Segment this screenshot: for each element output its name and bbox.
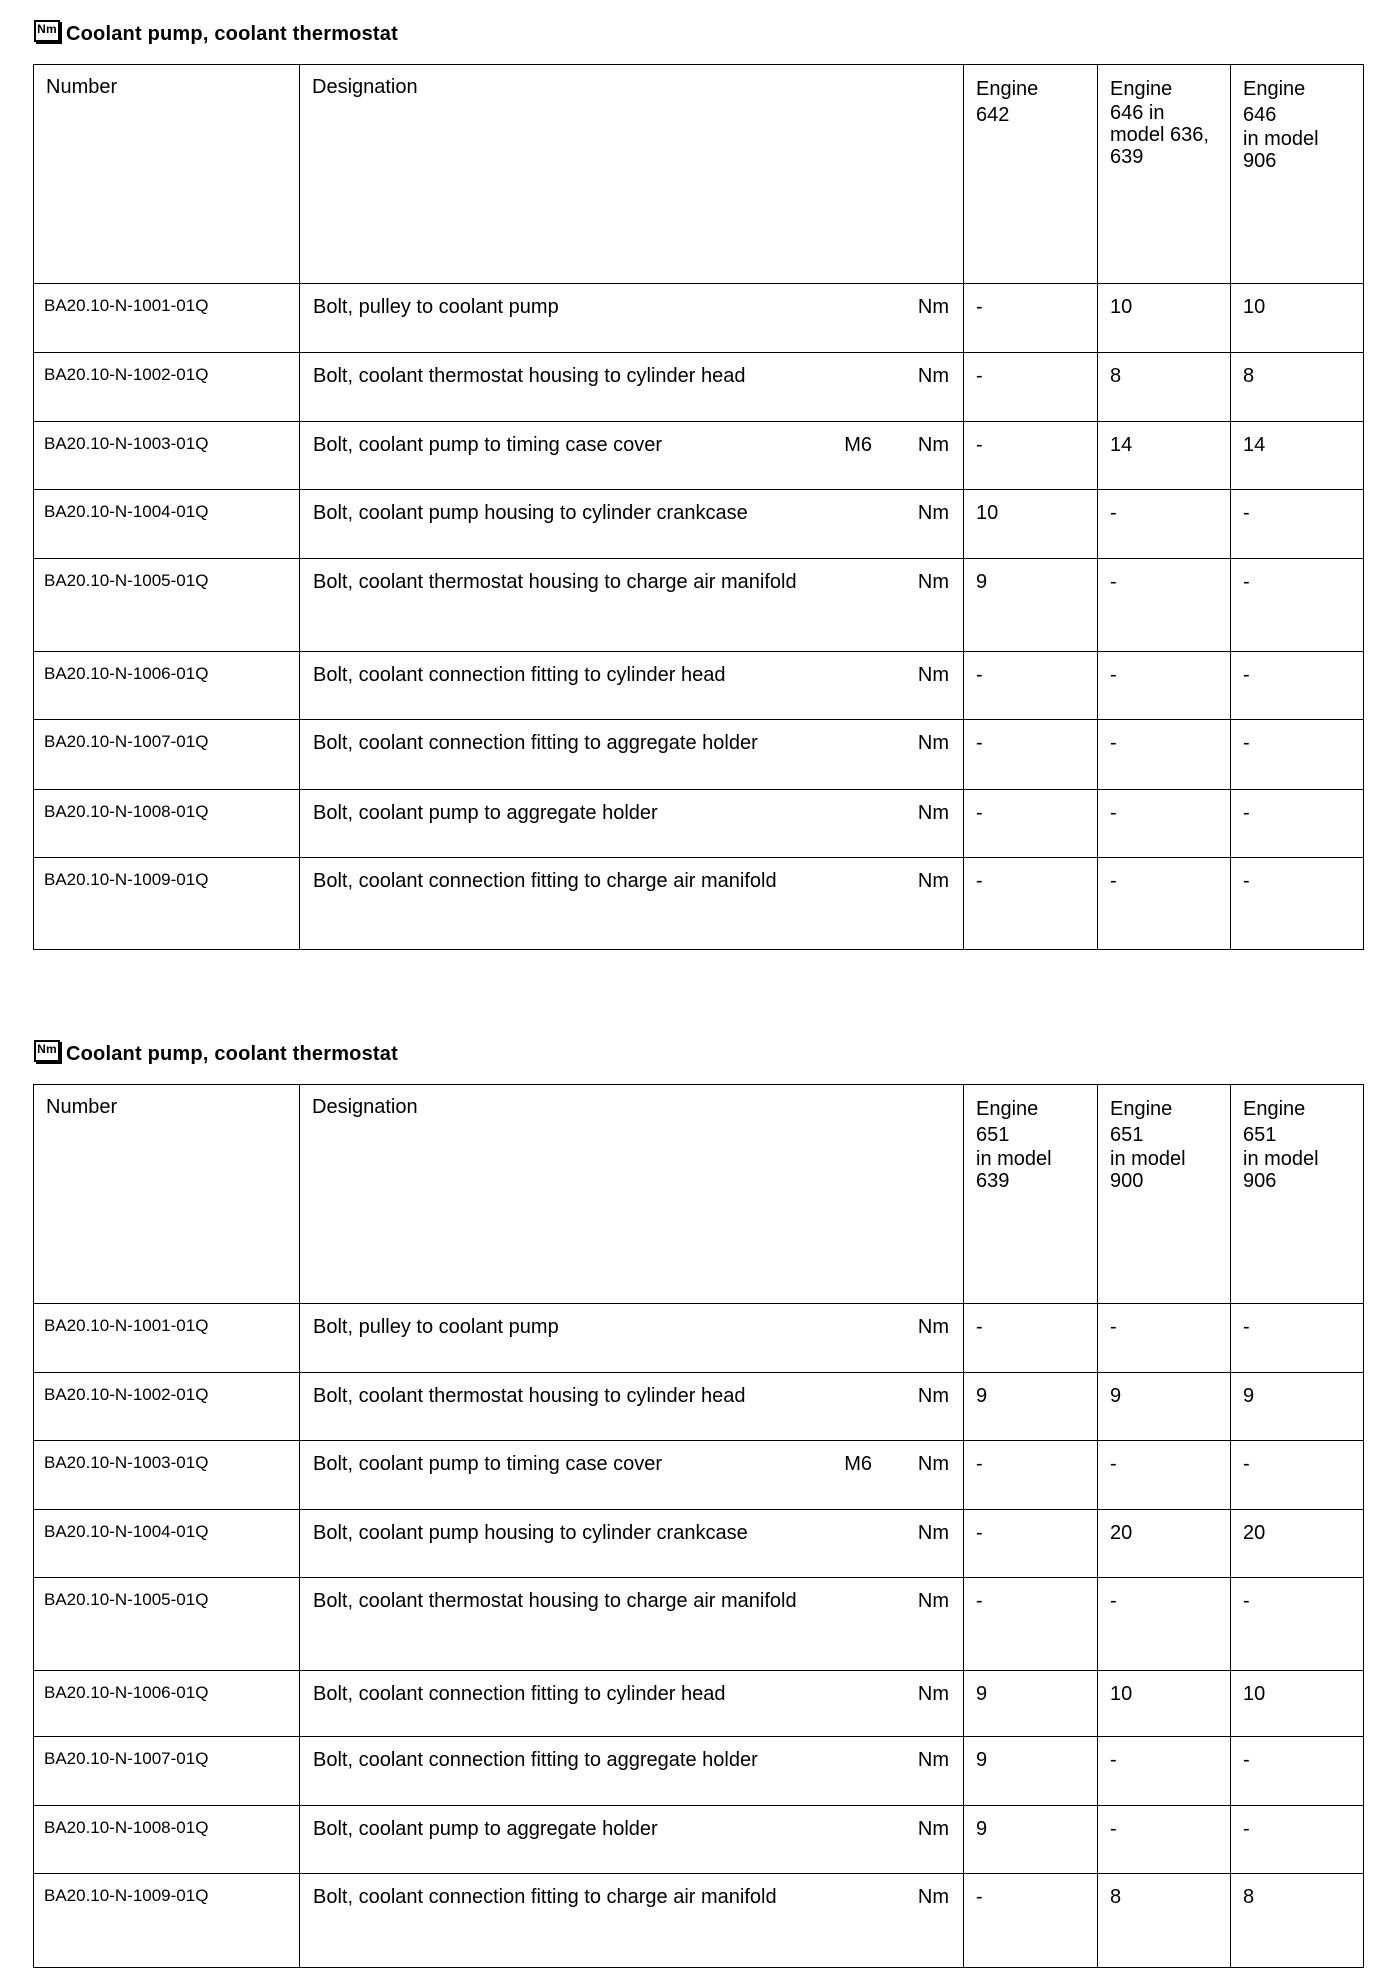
torque-unit: Nm [917, 1683, 949, 1705]
part-number: BA20.10-N-1003-01Q [44, 1453, 209, 1472]
cell-torque-value [1098, 1806, 1231, 1874]
header-engine [964, 65, 1098, 284]
cell-number [34, 858, 300, 950]
torque-value: 10 [1243, 296, 1266, 318]
part-number: BA20.10-N-1007-01Q [44, 1749, 209, 1768]
cell-number [34, 720, 300, 790]
torque-value: - [976, 732, 983, 754]
torque-value: 9 [976, 1385, 988, 1407]
engine-header-line: 646 in model 636, 639 [1110, 102, 1209, 168]
engine-header-label [1098, 1085, 1230, 1192]
header-number-label: Number [46, 76, 118, 98]
torque-value: - [1243, 1590, 1250, 1612]
torque-value: - [976, 1590, 983, 1612]
torque-table [33, 64, 1364, 950]
torque-unit: Nm [917, 502, 949, 524]
section-title [34, 20, 398, 48]
designation-text: Bolt, coolant connection fitting to aggregate holder [313, 1749, 758, 1771]
cell-torque-value [1098, 790, 1231, 858]
designation-text: Bolt, coolant connection fitting to cylinder head [313, 664, 726, 686]
engine-header-line: 646 [1243, 104, 1277, 126]
cell-torque-value [1231, 1874, 1364, 1968]
engine-header-line: Engine [1243, 1098, 1306, 1120]
cell-torque-value [964, 1510, 1098, 1578]
cell-torque-value [1231, 858, 1364, 950]
nm-torque-icon: Nm [34, 1040, 60, 1062]
engine-header-line: in model 900 [1110, 1148, 1186, 1192]
torque-value: 10 [1110, 296, 1133, 318]
torque-value: - [1110, 1316, 1117, 1338]
header-engine [1231, 1085, 1364, 1304]
cell-number [34, 422, 300, 490]
cell-torque-value [964, 858, 1098, 950]
cell-torque-value [964, 1578, 1098, 1671]
torque-unit: Nm [917, 1453, 949, 1475]
table-row [34, 559, 1364, 652]
table-row [34, 1806, 1364, 1874]
torque-value: 9 [976, 571, 988, 593]
torque-value: - [1243, 1818, 1250, 1840]
cell-torque-value [964, 720, 1098, 790]
engine-header-line: 651 [1110, 1124, 1144, 1146]
table-row [34, 1737, 1364, 1806]
cell-number [34, 1373, 300, 1441]
torque-value: 8 [1243, 1886, 1255, 1908]
designation-text: Bolt, coolant pump to aggregate holder [313, 802, 658, 824]
part-number: BA20.10-N-1009-01Q [44, 870, 209, 889]
torque-value: 14 [1110, 434, 1133, 456]
torque-value: - [976, 802, 983, 824]
torque-value: - [1243, 1749, 1250, 1771]
cell-designation [300, 490, 964, 559]
engine-header-line: Engine [1243, 78, 1306, 100]
torque-value: - [1110, 571, 1117, 593]
header-designation-label: Designation [312, 76, 418, 98]
designation-text: Bolt, coolant connection fitting to charge air manifold [313, 1886, 777, 1908]
cell-designation [300, 1578, 964, 1671]
torque-unit: Nm [917, 1590, 949, 1612]
engine-header-label [964, 1085, 1097, 1192]
part-number: BA20.10-N-1002-01Q [44, 365, 209, 384]
part-number: BA20.10-N-1005-01Q [44, 1590, 209, 1609]
torque-value: - [1110, 1453, 1117, 1475]
torque-value: - [1110, 802, 1117, 824]
cell-torque-value [1231, 790, 1364, 858]
cell-torque-value [1098, 652, 1231, 720]
engine-header-line: Engine [1110, 78, 1173, 100]
table-row [34, 1304, 1364, 1373]
cell-designation [300, 1737, 964, 1806]
cell-torque-value [1231, 1671, 1364, 1737]
cell-torque-value [964, 1806, 1098, 1874]
part-number: BA20.10-N-1001-01Q [44, 296, 209, 315]
cell-designation [300, 1304, 964, 1373]
section-title [34, 1040, 398, 1068]
cell-torque-value [1231, 652, 1364, 720]
cell-torque-value [1098, 858, 1231, 950]
torque-value: - [1110, 870, 1117, 892]
torque-value: - [976, 1453, 983, 1475]
part-number: BA20.10-N-1004-01Q [44, 1522, 209, 1541]
header-designation-label: Designation [312, 1096, 418, 1118]
torque-value: - [1243, 502, 1250, 524]
torque-unit: Nm [917, 365, 949, 387]
part-number: BA20.10-N-1006-01Q [44, 664, 209, 683]
torque-value: 14 [1243, 434, 1266, 456]
torque-value: 9 [1110, 1385, 1122, 1407]
part-number: BA20.10-N-1007-01Q [44, 732, 209, 751]
cell-torque-value [1231, 559, 1364, 652]
header-engine [1231, 65, 1364, 284]
torque-unit: Nm [917, 664, 949, 686]
nm-torque-icon: Nm [34, 20, 60, 42]
cell-designation [300, 559, 964, 652]
torque-value: - [976, 434, 983, 456]
cell-designation [300, 422, 964, 490]
header-engine [1098, 65, 1231, 284]
engine-header-label [1231, 65, 1363, 172]
torque-unit: Nm [917, 296, 949, 318]
torque-unit: Nm [917, 1385, 949, 1407]
table-row [34, 353, 1364, 422]
torque-value: 9 [976, 1749, 988, 1771]
table-header-row [34, 1085, 1364, 1304]
cell-designation [300, 652, 964, 720]
torque-unit: Nm [917, 1886, 949, 1908]
torque-value: - [976, 1886, 983, 1908]
table-row [34, 1578, 1364, 1671]
torque-unit: Nm [917, 1818, 949, 1840]
designation-text: Bolt, pulley to coolant pump [313, 296, 559, 318]
designation-text: Bolt, coolant thermostat housing to cylinder head [313, 1385, 746, 1407]
engine-header-line: in model 906 [1243, 128, 1319, 172]
torque-unit: Nm [917, 1522, 949, 1544]
torque-unit: Nm [917, 1316, 949, 1338]
torque-unit: Nm [917, 732, 949, 754]
part-number: BA20.10-N-1009-01Q [44, 1886, 209, 1905]
torque-value: - [1243, 732, 1250, 754]
torque-value: 8 [1110, 1886, 1122, 1908]
header-number [34, 1085, 300, 1304]
part-number: BA20.10-N-1003-01Q [44, 434, 209, 453]
torque-value: 8 [1110, 365, 1122, 387]
cell-torque-value [1098, 422, 1231, 490]
cell-designation [300, 1441, 964, 1510]
engine-header-line: Engine [1110, 1098, 1173, 1120]
designation-text: Bolt, coolant thermostat housing to cylinder head [313, 365, 746, 387]
table-row [34, 1671, 1364, 1737]
cell-torque-value [964, 1441, 1098, 1510]
torque-unit: Nm [917, 870, 949, 892]
cell-torque-value [1231, 353, 1364, 422]
cell-number [34, 652, 300, 720]
cell-number [34, 559, 300, 652]
cell-torque-value [1231, 1373, 1364, 1441]
header-designation [300, 65, 964, 284]
designation-text: Bolt, coolant pump housing to cylinder crankcase [313, 502, 748, 524]
part-number: BA20.10-N-1001-01Q [44, 1316, 209, 1335]
cell-number [34, 1806, 300, 1874]
cell-number [34, 490, 300, 559]
cell-designation [300, 1510, 964, 1578]
cell-torque-value [1231, 284, 1364, 353]
cell-torque-value [964, 790, 1098, 858]
torque-value: - [976, 365, 983, 387]
cell-number [34, 284, 300, 353]
table-row [34, 720, 1364, 790]
cell-designation [300, 1373, 964, 1441]
table-row [34, 490, 1364, 559]
torque-value: - [1243, 571, 1250, 593]
part-number: BA20.10-N-1008-01Q [44, 802, 209, 821]
cell-number [34, 1671, 300, 1737]
torque-value: - [1243, 1316, 1250, 1338]
torque-value: - [1110, 1590, 1117, 1612]
torque-value: - [1243, 1453, 1250, 1475]
part-number: BA20.10-N-1004-01Q [44, 502, 209, 521]
torque-value: - [976, 870, 983, 892]
designation-text: Bolt, coolant thermostat housing to charge air manifold [313, 571, 797, 593]
cell-torque-value [1098, 1671, 1231, 1737]
cell-number [34, 790, 300, 858]
cell-torque-value [1098, 720, 1231, 790]
torque-value: 20 [1243, 1522, 1266, 1544]
torque-value: - [976, 1316, 983, 1338]
designation-text: Bolt, coolant pump housing to cylinder crankcase [313, 1522, 748, 1544]
torque-value: 8 [1243, 365, 1255, 387]
section-title-text: Coolant pump, coolant thermostat [66, 22, 398, 45]
designation-text: Bolt, coolant connection fitting to aggregate holder [313, 732, 758, 754]
cell-torque-value [1231, 1737, 1364, 1806]
cell-torque-value [964, 1373, 1098, 1441]
torque-value: - [1243, 664, 1250, 686]
torque-value: 10 [1243, 1683, 1266, 1705]
cell-number [34, 1510, 300, 1578]
torque-value: - [1110, 1749, 1117, 1771]
cell-torque-value [1231, 422, 1364, 490]
table-row [34, 1373, 1364, 1441]
torque-value: - [1110, 732, 1117, 754]
cell-torque-value [1231, 490, 1364, 559]
cell-torque-value [964, 652, 1098, 720]
table-row [34, 858, 1364, 950]
thread-size: M6 [844, 1453, 872, 1475]
torque-value: - [1110, 502, 1117, 524]
engine-header-label [964, 65, 1097, 128]
torque-value: - [976, 664, 983, 686]
torque-value: - [1110, 1818, 1117, 1840]
cell-torque-value [1231, 1806, 1364, 1874]
designation-text: Bolt, coolant thermostat housing to charge air manifold [313, 1590, 797, 1612]
cell-number [34, 1874, 300, 1968]
cell-torque-value [1098, 1578, 1231, 1671]
header-engine [1098, 1085, 1231, 1304]
cell-designation [300, 1874, 964, 1968]
header-number [34, 65, 300, 284]
cell-designation [300, 353, 964, 422]
part-number: BA20.10-N-1002-01Q [44, 1385, 209, 1404]
table-row [34, 1441, 1364, 1510]
engine-header-line: 642 [976, 104, 1010, 126]
table-row [34, 422, 1364, 490]
engine-header-line: 651 [976, 1124, 1010, 1146]
engine-header-label [1231, 1085, 1363, 1192]
designation-text: Bolt, coolant pump to aggregate holder [313, 1818, 658, 1840]
designation-text: Bolt, coolant connection fitting to charge air manifold [313, 870, 777, 892]
torque-value: - [976, 296, 983, 318]
cell-torque-value [1098, 1304, 1231, 1373]
header-designation [300, 1085, 964, 1304]
cell-torque-value [1098, 353, 1231, 422]
cell-designation [300, 858, 964, 950]
engine-header-line: Engine [976, 1098, 1039, 1120]
cell-number [34, 1441, 300, 1510]
cell-torque-value [1098, 1510, 1231, 1578]
cell-torque-value [964, 1304, 1098, 1373]
torque-value: - [1110, 664, 1117, 686]
part-number: BA20.10-N-1008-01Q [44, 1818, 209, 1837]
designation-text: Bolt, pulley to coolant pump [313, 1316, 559, 1338]
cell-torque-value [964, 1874, 1098, 1968]
engine-header-label [1098, 65, 1230, 168]
table-row [34, 790, 1364, 858]
designation-text: Bolt, coolant pump to timing case cover [313, 1453, 663, 1475]
engine-header-line: in model 906 [1243, 1148, 1319, 1192]
designation-text: Bolt, coolant pump to timing case cover [313, 434, 663, 456]
part-number: BA20.10-N-1006-01Q [44, 1683, 209, 1702]
cell-torque-value [1098, 1874, 1231, 1968]
header-engine [964, 1085, 1098, 1304]
cell-number [34, 1304, 300, 1373]
cell-torque-value [964, 559, 1098, 652]
torque-value: 10 [976, 502, 999, 524]
cell-torque-value [1098, 490, 1231, 559]
cell-torque-value [964, 422, 1098, 490]
thread-size: M6 [844, 434, 872, 456]
engine-header-line: Engine [976, 78, 1039, 100]
torque-value: - [1243, 870, 1250, 892]
cell-designation [300, 284, 964, 353]
cell-torque-value [964, 490, 1098, 559]
cell-torque-value [964, 1737, 1098, 1806]
cell-torque-value [1098, 1737, 1231, 1806]
header-number-label: Number [46, 1096, 118, 1118]
table-header-row [34, 65, 1364, 284]
torque-unit: Nm [917, 434, 949, 456]
cell-number [34, 353, 300, 422]
torque-value: 9 [976, 1683, 988, 1705]
cell-torque-value [964, 284, 1098, 353]
torque-unit: Nm [917, 802, 949, 824]
cell-torque-value [964, 1671, 1098, 1737]
torque-value: 20 [1110, 1522, 1133, 1544]
cell-torque-value [1231, 1441, 1364, 1510]
torque-value: - [1243, 802, 1250, 824]
torque-value: 9 [1243, 1385, 1255, 1407]
table-row [34, 652, 1364, 720]
torque-value: 10 [1110, 1683, 1133, 1705]
table-row [34, 1874, 1364, 1968]
cell-torque-value [1231, 720, 1364, 790]
cell-number [34, 1737, 300, 1806]
section-title-text: Coolant pump, coolant thermostat [66, 1042, 398, 1065]
table-row [34, 1510, 1364, 1578]
cell-torque-value [1231, 1304, 1364, 1373]
cell-designation [300, 790, 964, 858]
cell-torque-value [964, 353, 1098, 422]
engine-header-line: in model 639 [976, 1148, 1052, 1192]
torque-table [33, 1084, 1364, 1968]
cell-torque-value [1098, 559, 1231, 652]
cell-torque-value [1098, 1373, 1231, 1441]
part-number: BA20.10-N-1005-01Q [44, 571, 209, 590]
torque-value: - [976, 1522, 983, 1544]
cell-designation [300, 720, 964, 790]
cell-designation [300, 1671, 964, 1737]
designation-text: Bolt, coolant connection fitting to cylinder head [313, 1683, 726, 1705]
torque-value: 9 [976, 1818, 988, 1840]
cell-torque-value [1098, 1441, 1231, 1510]
cell-number [34, 1578, 300, 1671]
cell-torque-value [1098, 284, 1231, 353]
table-row [34, 284, 1364, 353]
engine-header-line: 651 [1243, 1124, 1277, 1146]
cell-torque-value [1231, 1510, 1364, 1578]
cell-designation [300, 1806, 964, 1874]
cell-torque-value [1231, 1578, 1364, 1671]
torque-unit: Nm [917, 571, 949, 593]
torque-unit: Nm [917, 1749, 949, 1771]
